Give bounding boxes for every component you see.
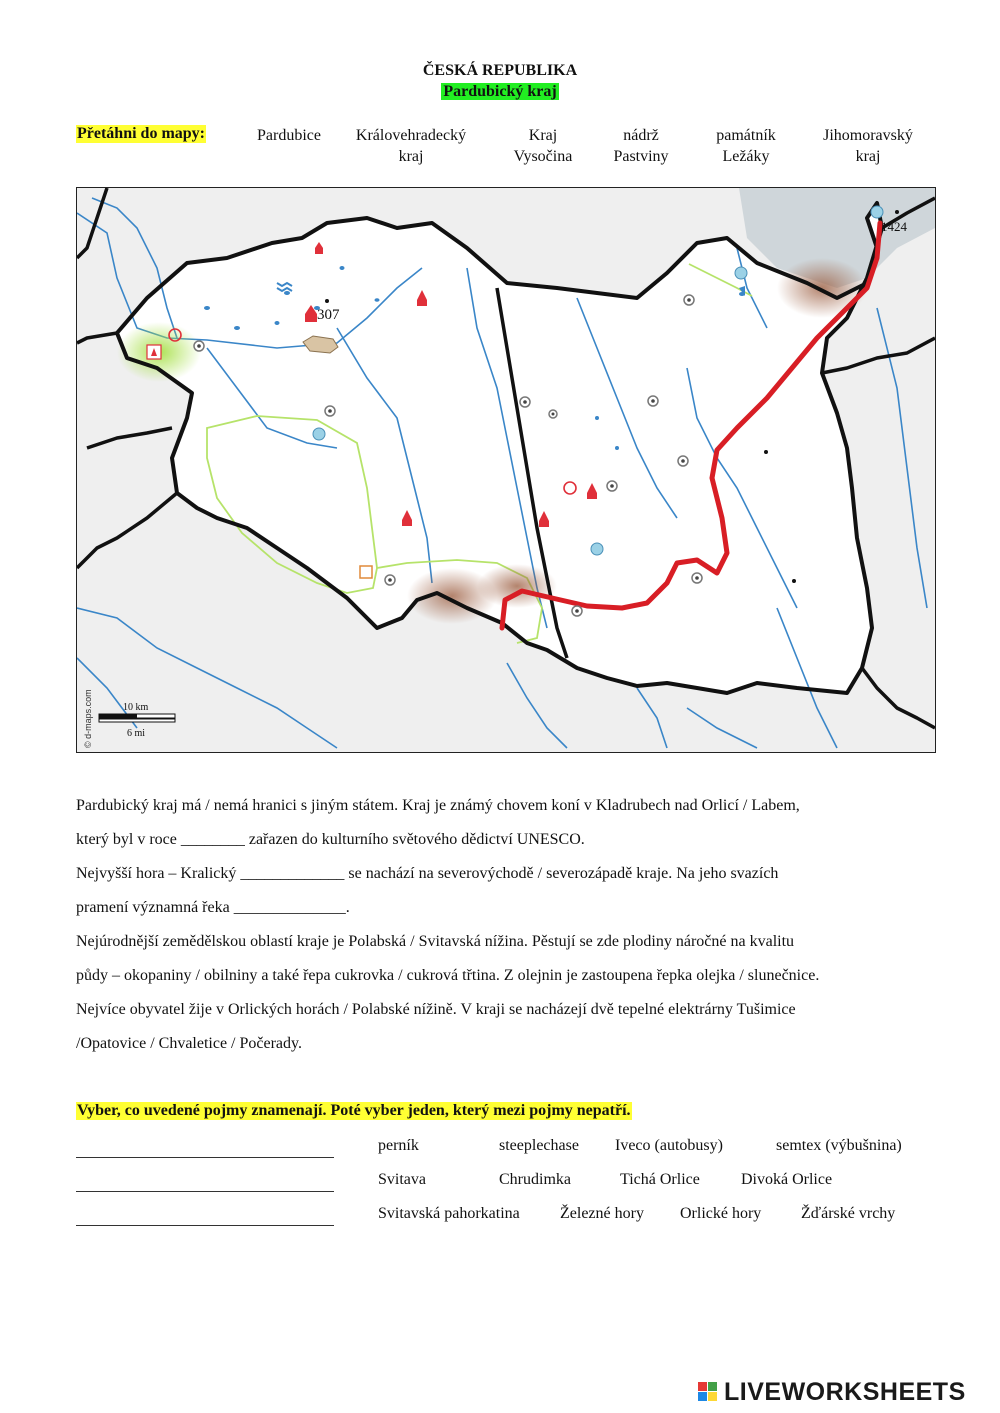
text-line-2: který byl v roce ________ zařazen do kulturního světového dědictví UNESCO. bbox=[76, 831, 585, 848]
elevation-label-1424: 1424 bbox=[881, 219, 907, 234]
option-row3-2[interactable]: Železné hory bbox=[560, 1205, 644, 1222]
logo-square-icon bbox=[698, 1392, 707, 1401]
option-row2-2[interactable]: Chrudimka bbox=[499, 1171, 571, 1188]
page-title: ČESKÁ REPUBLIKA bbox=[422, 62, 578, 79]
drag-term-line1: památník bbox=[716, 127, 776, 144]
text-line-3: Nejvyšší hora – Kralický _____________ se nachází na severovýchodě / severozápadě kraje. Na jeho svazích bbox=[76, 865, 779, 882]
logo-text: LIVEWORKSHEETS bbox=[724, 1378, 966, 1406]
region-map[interactable] bbox=[76, 187, 936, 753]
option-row1-4[interactable]: semtex (výbušnina) bbox=[776, 1137, 902, 1154]
town-marker bbox=[549, 410, 557, 418]
town-marker bbox=[325, 406, 335, 416]
option-row1-3[interactable]: Iveco (autobusy) bbox=[615, 1137, 723, 1154]
town-marker bbox=[385, 575, 395, 585]
option-row3-3[interactable]: Orlické hory bbox=[680, 1205, 762, 1222]
elevation-label-307: 307 bbox=[317, 307, 340, 323]
drag-term-vysocina[interactable] bbox=[503, 125, 583, 167]
drag-term-line2: kraj bbox=[855, 148, 881, 165]
town-marker bbox=[684, 295, 694, 305]
scale-km-label: 10 km bbox=[123, 702, 149, 713]
logo-square-icon bbox=[708, 1392, 717, 1401]
subtitle-wrap bbox=[0, 83, 1000, 101]
town-marker bbox=[572, 606, 582, 616]
option-row1-2[interactable]: steeplechase bbox=[499, 1137, 579, 1154]
drag-term-jihomoravsky[interactable] bbox=[810, 125, 926, 167]
option-row2-3[interactable]: Tichá Orlice bbox=[620, 1171, 700, 1188]
town-marker bbox=[678, 456, 688, 466]
drag-term-line1: Jihomoravský bbox=[823, 127, 913, 144]
text-line-6: půdy – okopaniny / obilniny a také řepa cukrovka / cukrová třtina. Z olejnin je zastoupena řepka olejka / slunečnice. bbox=[76, 967, 820, 984]
drag-term-line1: Pardubice bbox=[257, 127, 321, 144]
logo-square-icon bbox=[708, 1382, 717, 1391]
text-line-4: pramení významná řeka ______________. bbox=[76, 899, 350, 916]
map-svg bbox=[77, 188, 935, 752]
logo-square-icon bbox=[698, 1382, 707, 1391]
text-line-5: Nejúrodnější zemědělskou oblastí kraje je Polabská / Svitavská nížina. Pěstují se zde plodiny náročné na kvalitu bbox=[76, 933, 795, 950]
drag-term-line2: Vysočina bbox=[513, 148, 573, 165]
text-line-8: /Opatovice / Chvaletice / Počerady. bbox=[76, 1035, 302, 1052]
option-row3-1[interactable]: Svitavská pahorkatina bbox=[378, 1205, 520, 1222]
town-marker bbox=[194, 341, 204, 351]
drag-term-line1: Kraj bbox=[528, 127, 558, 144]
map-credit: © d-maps.com bbox=[83, 689, 93, 748]
drag-term-line1: Královehradecký bbox=[355, 127, 467, 144]
task2-heading: Vyber, co uvedené pojmy znamenají. Poté vyber jeden, který mezi pojmy nepatří. bbox=[77, 1102, 631, 1119]
town-marker bbox=[607, 481, 617, 491]
drag-term-line2: Pastviny bbox=[613, 148, 669, 165]
drag-task-label: Přetáhni do mapy: bbox=[77, 125, 205, 142]
town-marker bbox=[648, 396, 658, 406]
page-subtitle: Pardubický kraj bbox=[443, 83, 557, 100]
drag-term-line2: Ležáky bbox=[722, 148, 770, 165]
answer-field-1[interactable] bbox=[76, 1141, 334, 1158]
answer-field-2[interactable] bbox=[76, 1175, 334, 1192]
town-marker bbox=[520, 397, 530, 407]
scale-mi-label: 6 mi bbox=[127, 728, 146, 739]
answer-field-3[interactable] bbox=[76, 1209, 334, 1226]
drag-term-line1: nádrž bbox=[623, 127, 659, 144]
option-row2-4[interactable]: Divoká Orlice bbox=[741, 1171, 833, 1188]
drag-term-pastviny[interactable] bbox=[603, 125, 679, 167]
option-row3-4[interactable]: Žďárské vrchy bbox=[801, 1205, 896, 1222]
option-row1-1[interactable]: perník bbox=[378, 1137, 419, 1154]
drag-term-lezaky[interactable] bbox=[706, 125, 786, 167]
liveworksheets-logo bbox=[698, 1378, 994, 1408]
drag-term-line2: kraj bbox=[398, 148, 424, 165]
town-marker bbox=[692, 573, 702, 583]
option-row2-1[interactable]: Svitava bbox=[378, 1171, 426, 1188]
text-line-1: Pardubický kraj má / nemá hranici s jiným státem. Kraj je známý chovem koní v Kladrubech nad Orlicí / Labem, bbox=[76, 797, 800, 814]
drag-term-pardubice[interactable] bbox=[244, 125, 334, 146]
text-line-7: Nejvíce obyvatel žije v Orlických horách / Polabské nížině. V kraji se nacházejí dvě tepelné elektrárny Tušimice bbox=[76, 1001, 796, 1018]
drag-term-kralovehradecky[interactable] bbox=[343, 125, 479, 167]
monument-icon bbox=[147, 345, 161, 359]
